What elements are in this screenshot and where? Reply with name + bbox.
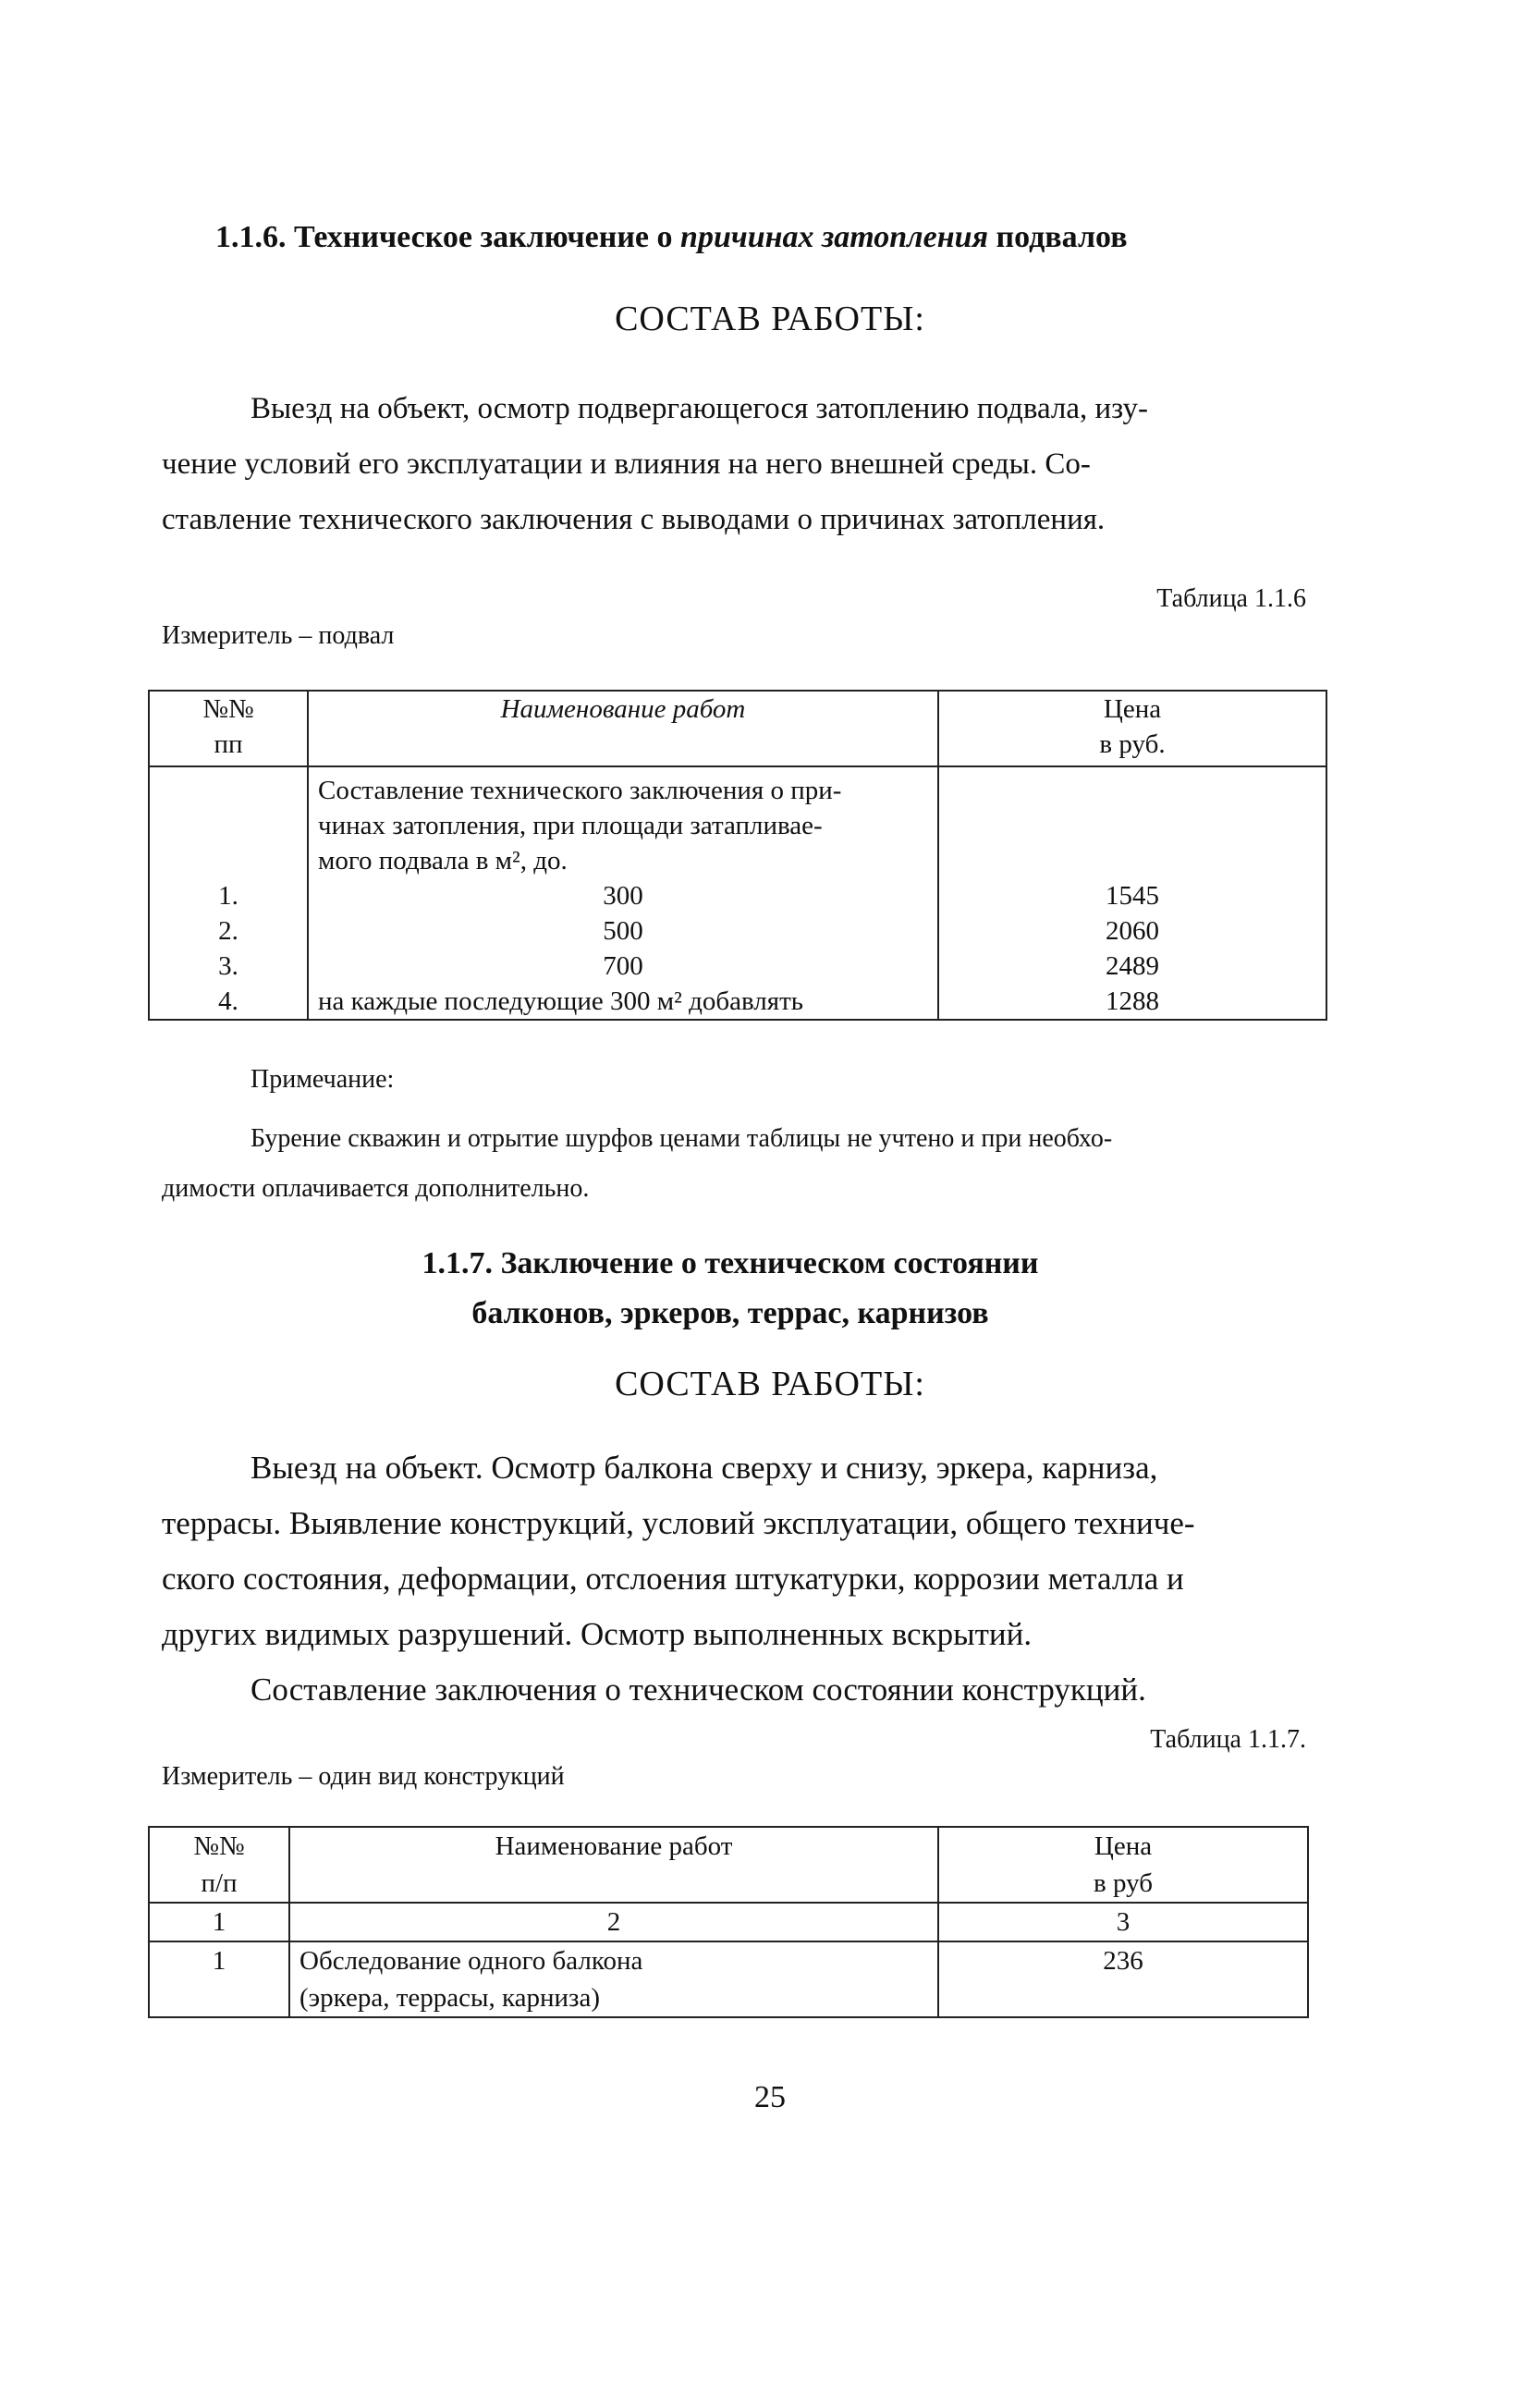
title-part-italic: причинах затопления [680,220,988,254]
title-part: Техническое заключение о [294,220,673,254]
title-line: 1.1.7. Заключение о техническом состоянии [422,1246,1039,1280]
title-part: подвалов [996,220,1128,254]
price-table-1-1-6 [148,690,1327,1021]
header-number-top: №№ [193,1831,245,1861]
price-table-1-1-7 [148,1826,1309,2018]
note-text [162,1114,1310,1214]
note-heading: Примечание: [251,1065,395,1094]
number-column [149,766,308,1020]
paragraph-line: Составление заключения о техническом состоянии конструкций. [251,1672,1146,1708]
row-name: 500 [603,916,643,946]
header-name-cell: Наименование работ [308,691,938,766]
title-line: балконов, эркеров, террас, карнизов [471,1296,989,1330]
index-cell: 1 [149,1903,289,1941]
row-name: 700 [603,951,643,981]
measure-label: Измеритель – один вид конструкций [162,1762,565,1791]
paragraph-line: ского состояния, деформации, отслоения штукатурки, коррозии металла и [162,1561,1184,1597]
row-name: 300 [603,881,643,911]
table-header-row [149,691,1326,766]
header-name-cell: Наименование работ [289,1827,938,1903]
section-1-1-6-title [215,220,1128,255]
paragraph-line: ставление технического заключения с выводами о причинах затопления. [162,503,1106,536]
header-price-top: Цена [1094,1831,1153,1861]
header-price-cell [938,1827,1308,1903]
paragraph-line: Выезд на объект. Осмотр балкона сверху и снизу, эркера, карниза, [251,1450,1158,1486]
section-number: 1.1.6. [215,220,287,254]
header-price-bottom: в руб. [1099,729,1166,759]
name-column [308,766,938,1020]
table-body-row [149,766,1326,1020]
measure-label: Измеритель – подвал [162,621,395,650]
row-name: на каждые последующие 300 м² добавлять [318,986,803,1016]
header-number-cell [149,1827,289,1903]
row-name-line: (эркера, террасы, карниза) [299,1983,601,2013]
index-cell: 2 [289,1903,938,1941]
table-header-row [149,1827,1308,1903]
row-price: 1545 [1106,881,1159,911]
table-label: Таблица 1.1.6 [1156,584,1306,613]
intro-line: Составление технического заключения о при- [318,776,842,805]
row-name-line: Обследование одного балкона [299,1946,643,1976]
section-1-1-7-title [0,1239,1461,1339]
paragraph-line: террасы. Выявление конструкций, условий эксплуатации, общего техниче- [162,1505,1195,1541]
table-row [149,1941,1308,2017]
row-price: 236 [938,1941,1308,2017]
row-number: 1. [218,881,238,911]
row-number: 3. [218,951,238,981]
header-number-cell [149,691,308,766]
header-number-bottom: пп [214,729,243,759]
row-price: 2489 [1106,951,1159,981]
table-label: Таблица 1.1.7. [1150,1725,1306,1754]
header-number-bottom: п/п [201,1868,238,1898]
note-line: димости оплачивается дополнительно. [162,1174,590,1203]
paragraph-line: Выезд на объект, осмотр подвергающегося затоплению подвала, изу- [251,392,1149,425]
intro-line: чинах затопления, при площади затапливае- [318,811,823,840]
row-number: 2. [218,916,238,946]
paragraph-line: чение условий его эксплуатации и влияния на него внешней среды. Со- [162,447,1091,481]
row-price: 2060 [1106,916,1159,946]
intro-line: мого подвала в м², до. [318,846,568,876]
row-number: 1 [149,1941,289,2017]
price-column [938,766,1326,1020]
header-price-top: Цена [1103,694,1162,724]
note-line: Бурение скважин и отрытие шурфов ценами таблицы не учтено и при необхо- [251,1124,1113,1153]
composition-heading: СОСТАВ РАБОТЫ: [615,300,925,338]
row-number: 4. [218,986,238,1016]
row-name [289,1941,938,2017]
section-2-paragraph [162,1440,1310,1718]
header-price-cell [938,691,1326,766]
page-number: 25 [754,2080,786,2114]
header-price-bottom: в руб [1094,1868,1153,1898]
index-cell: 3 [938,1903,1308,1941]
row-price: 1288 [1106,986,1159,1016]
header-number-top: №№ [202,694,254,724]
table-index-row [149,1903,1308,1941]
paragraph-line: других видимых разрушений. Осмотр выполненных вскрытий. [162,1616,1033,1652]
composition-heading: СОСТАВ РАБОТЫ: [615,1365,925,1403]
section-1-paragraph [162,381,1310,547]
